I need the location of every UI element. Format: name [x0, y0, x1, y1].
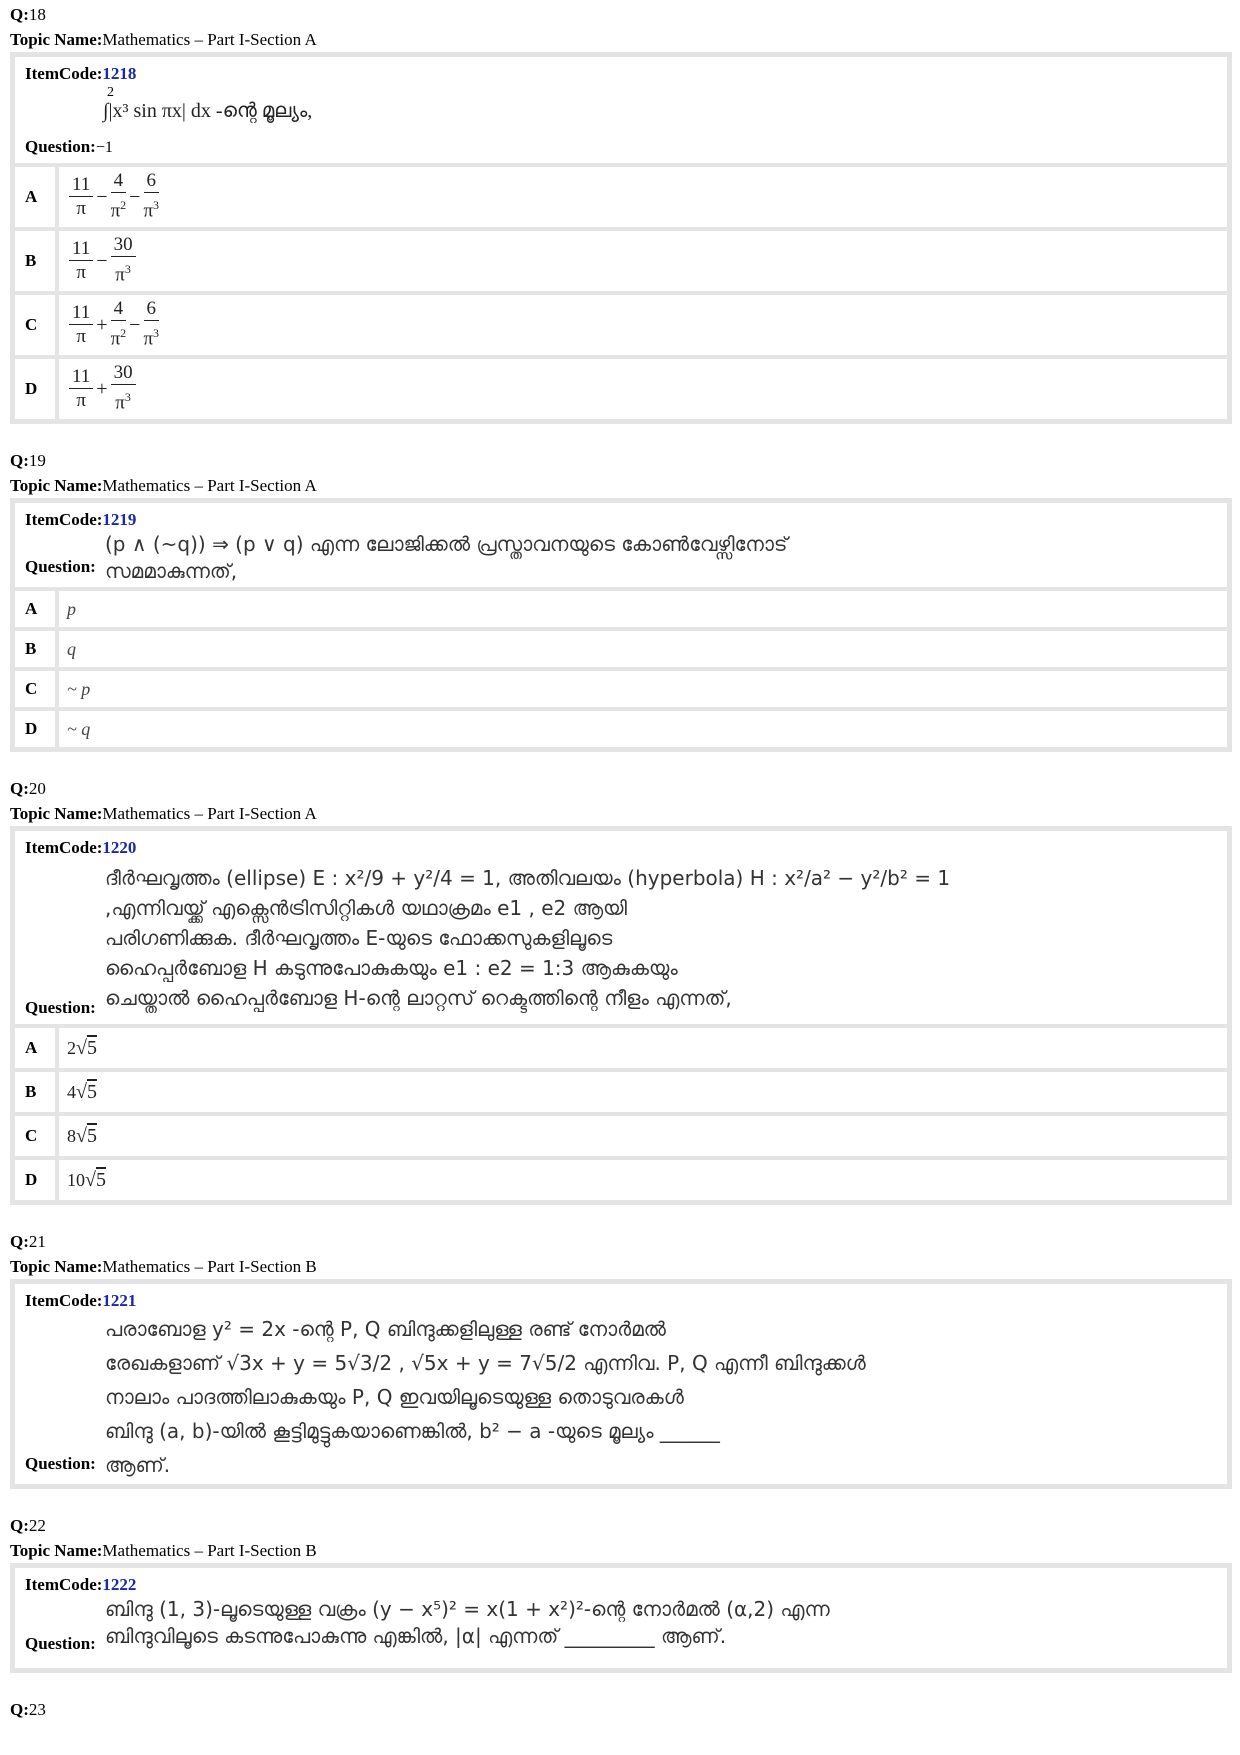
option-c[interactable] — [15, 295, 1227, 359]
question-number: Q:19 — [10, 451, 46, 470]
integral-lower-limit: −1 — [95, 139, 113, 156]
option-value: $\frac{11}{\pi}$ − $\frac{4}{\pi^2}$ − $\frac{6}{\pi^3}$ — [59, 167, 169, 227]
question-label: Question: — [25, 998, 96, 1017]
option-c[interactable] — [15, 671, 1227, 711]
question-block-23 — [10, 1697, 1232, 1722]
question-box — [10, 826, 1232, 1205]
question-row — [15, 831, 1227, 1028]
option-a[interactable] — [15, 1028, 1227, 1072]
question-text: പരാബോള y² = 2x -ന്റെ P, Q ബിന്ദുക്കളിലുള്ള രണ്ട് നോർമൽ രേഖകളാണ് √3x + y = 5√3/2 , √5x + y = 7√5/2 എന്നിവ. P, Q എന്നീ ബിന്ദുക്കൾ നാലാം പാദത്തിലാകുകയും P, Q ഇവയിലൂടെയുള്ള തൊടുവരകൾ ബിന്ദു (a, b)-യിൽ കൂട്ടിമുട്ടുകയാണെങ്കിൽ, b² − a -യുടെ മൂല്യം ______ ആണ്. — [105, 1317, 866, 1477]
question-text: ദീർഘവൃത്തം (ellipse) E : x²/9 + y²/4 = 1, അതിവലയം (hyperbola) H : x²/a² − y²/b² = 1 ,എന്നിവയ്ക്ക് എക്സെൻട്രിസിറ്റികൾ യഥാക്രമം e1 , e2 ആയി പരിഗണിക്കുക. ദീർഘവൃത്തം E-യുടെ ഫോക്കസുകളിലൂടെ ഹൈപ്പർബോള H കടുന്നുപോകുകയും e1 : e2 = 1:3 ആകുകയും ചെയ്താൽ ഹൈപ്പർബോള H-ന്റെ ലാറ്റസ് റെക്ടത്തിന്റെ നീളം എന്നത്, — [105, 866, 951, 1010]
topic-name: Topic Name:Mathematics – Part I-Section A — [10, 30, 317, 49]
topic-name: Topic Name:Mathematics – Part I-Section A — [10, 476, 317, 495]
question-text: ∫|x³ sin πx| dx -ന്റെ മൂല്യം, — [103, 100, 313, 122]
question-row — [15, 57, 1227, 167]
item-code: ItemCode:1222 — [25, 1575, 137, 1594]
question-row — [15, 1568, 1227, 1668]
item-code: ItemCode:1220 — [25, 838, 137, 857]
option-value: 4 √5 — [67, 1080, 97, 1103]
option-value: $\frac{11}{\pi}$ + $\frac{4}{\pi^2}$ − $\frac{6}{\pi^3}$ — [59, 295, 169, 355]
question-row — [15, 1284, 1227, 1484]
option-value: $\frac{11}{\pi}$ + $\frac{30}{\pi^3}$ — [59, 359, 146, 419]
question-number: Q:22 — [10, 1516, 46, 1535]
question-text: ബിന്ദു (1, 3)-ലൂടെയുള്ള വക്രം (y − x⁵)² = x(1 + x²)²-ന്റെ നോർമൽ (α,2) എന്ന ബിന്ദുവിലൂടെ കടന്നുപോകുന്നു എങ്കിൽ, |α| എന്നത് _________ ആണ്. — [105, 1597, 830, 1648]
question-block-18 — [10, 2, 1232, 424]
question-number: Q:23 — [10, 1700, 46, 1719]
question-box — [10, 498, 1232, 752]
option-letter: A — [15, 167, 59, 227]
option-a[interactable] — [15, 167, 1227, 231]
option-b[interactable] — [15, 231, 1227, 295]
option-a[interactable] — [15, 591, 1227, 631]
option-d[interactable] — [15, 711, 1227, 747]
question-label: Question: — [25, 1454, 96, 1473]
question-box — [10, 52, 1232, 424]
option-value: ~ p — [67, 678, 91, 699]
question-row — [15, 503, 1227, 591]
option-letter: B — [15, 631, 59, 667]
question-paper — [10, 0, 1232, 1722]
option-letter: C — [15, 671, 59, 707]
question-label: Question: — [25, 1634, 96, 1653]
item-code: ItemCode:1218 — [25, 64, 137, 83]
option-value: 10 √5 — [67, 1168, 106, 1191]
question-number: Q:20 — [10, 779, 46, 798]
option-letter: D — [15, 1160, 59, 1200]
option-letter: C — [15, 295, 59, 355]
question-box — [10, 1279, 1232, 1489]
question-number: Q:18 — [10, 5, 46, 24]
topic-name: Topic Name:Mathematics – Part I-Section B — [10, 1257, 317, 1276]
question-block-19 — [10, 448, 1232, 752]
question-box — [10, 1563, 1232, 1673]
item-code: ItemCode:1219 — [25, 510, 137, 529]
option-value: $\frac{11}{\pi}$ − $\frac{30}{\pi^3}$ — [59, 231, 146, 291]
option-letter: B — [15, 1072, 59, 1112]
integral-upper-limit: 2 — [107, 85, 114, 100]
option-d[interactable] — [15, 1160, 1227, 1200]
option-letter: B — [15, 231, 59, 291]
option-b[interactable] — [15, 631, 1227, 671]
option-value: 2 √5 — [67, 1036, 97, 1059]
option-letter: D — [15, 711, 59, 747]
question-block-20 — [10, 776, 1232, 1205]
option-value: ~ q — [67, 718, 91, 739]
question-block-21 — [10, 1229, 1232, 1489]
topic-name: Topic Name:Mathematics – Part I-Section A — [10, 804, 317, 823]
item-code: ItemCode:1221 — [25, 1291, 137, 1310]
option-value: p — [67, 598, 76, 619]
option-value: 8 √5 — [67, 1124, 97, 1147]
option-value: q — [67, 638, 76, 659]
option-letter: D — [15, 359, 59, 419]
option-letter: A — [15, 1028, 59, 1068]
option-letter: C — [15, 1116, 59, 1156]
option-c[interactable] — [15, 1116, 1227, 1160]
option-b[interactable] — [15, 1072, 1227, 1116]
question-text: (p ∧ (~q)) ⇒ (p ∨ q) എന്ന ലോജിക്കൽ പ്രസ്താവനയുടെ കോൺവേഴ്സിനോട് സമമാകുന്നത്, — [105, 532, 788, 583]
question-label: Question:−1 — [25, 137, 113, 156]
question-label: Question: — [25, 557, 96, 576]
option-letter: A — [15, 591, 59, 627]
question-number: Q:21 — [10, 1232, 46, 1251]
topic-name: Topic Name:Mathematics – Part I-Section B — [10, 1541, 317, 1560]
question-block-22 — [10, 1513, 1232, 1673]
option-d[interactable] — [15, 359, 1227, 419]
